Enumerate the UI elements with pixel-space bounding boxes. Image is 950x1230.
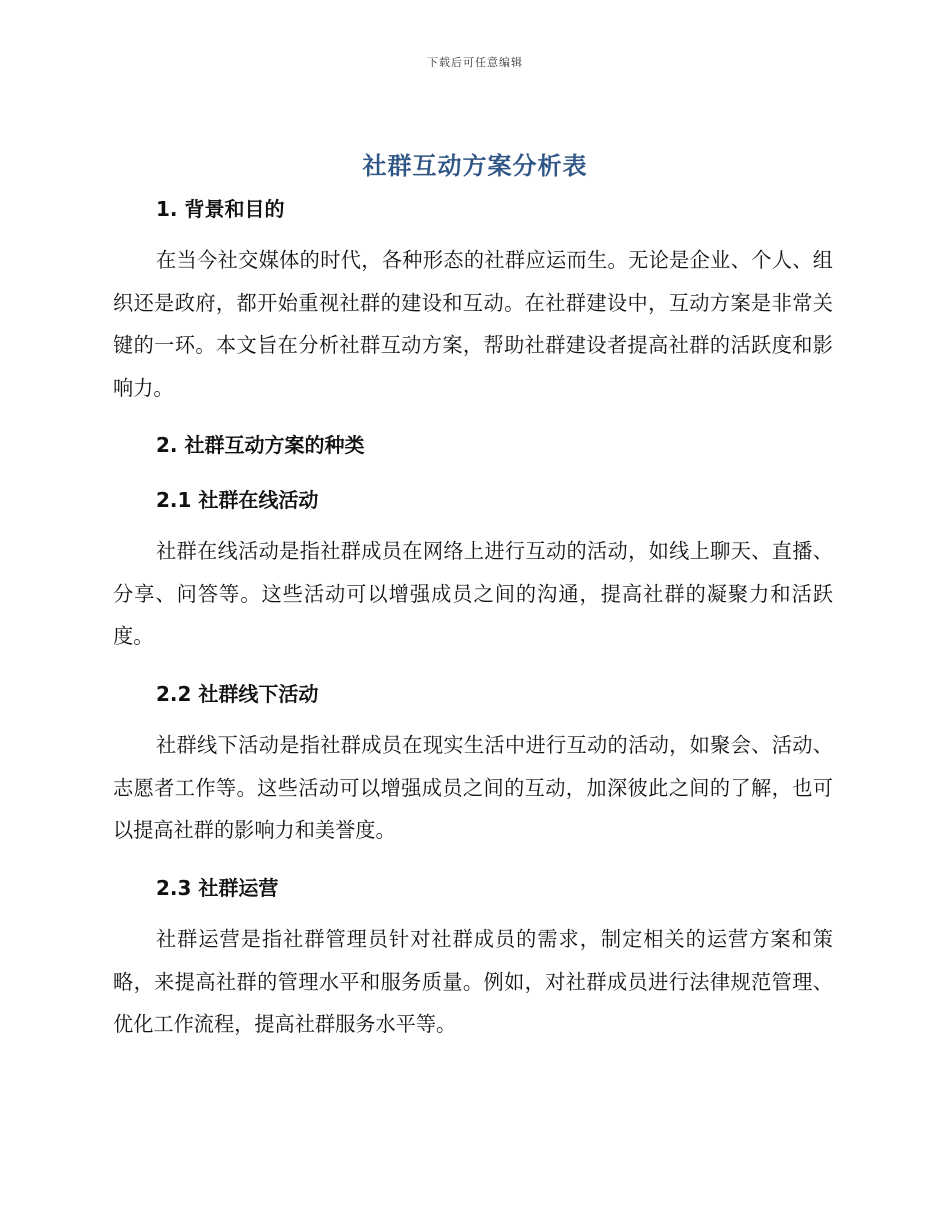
section-heading-online: 2.1 社群在线活动 bbox=[156, 488, 319, 512]
section-body-offline: 社群线下活动是指社群成员在现实生活中进行互动的活动，如聚会、活动、志愿者工作等。这些活动可以增强成员之间的互动，加深彼此之间的了解，也可以提高社群的影响力和美誉度。 bbox=[113, 733, 833, 842]
section-heading-background: 1. 背景和目的 bbox=[156, 197, 285, 221]
section-heading-operations: 2.3 社群运营 bbox=[156, 876, 279, 900]
page-header-note: 下载后可任意编辑 bbox=[427, 56, 523, 69]
section-body-operations: 社群运营是指社群管理员针对社群成员的需求，制定相关的运营方案和策略，来提高社群的管理水平和服务质量。例如，对社群成员进行法律规范管理、优化工作流程，提高社群服务水平等。 bbox=[113, 927, 833, 1036]
section-body-background: 在当今社交媒体的时代，各种形态的社群应运而生。无论是企业、个人、组织还是政府，都开始重视社群的建设和互动。在社群建设中，互动方案是非常关键的一环。本文旨在分析社群互动方案，帮助社群建设者提高社群的活跃度和影响力。 bbox=[113, 248, 833, 400]
section-heading-offline: 2.2 社群线下活动 bbox=[156, 682, 319, 706]
section-body-online: 社群在线活动是指社群成员在网络上进行互动的活动，如线上聊天、直播、分享、问答等。这些活动可以增强成员之间的沟通，提高社群的凝聚力和活跃度。 bbox=[113, 539, 833, 648]
document-title: 社群互动方案分析表 bbox=[362, 152, 588, 180]
section-heading-types: 2. 社群互动方案的种类 bbox=[156, 433, 365, 457]
